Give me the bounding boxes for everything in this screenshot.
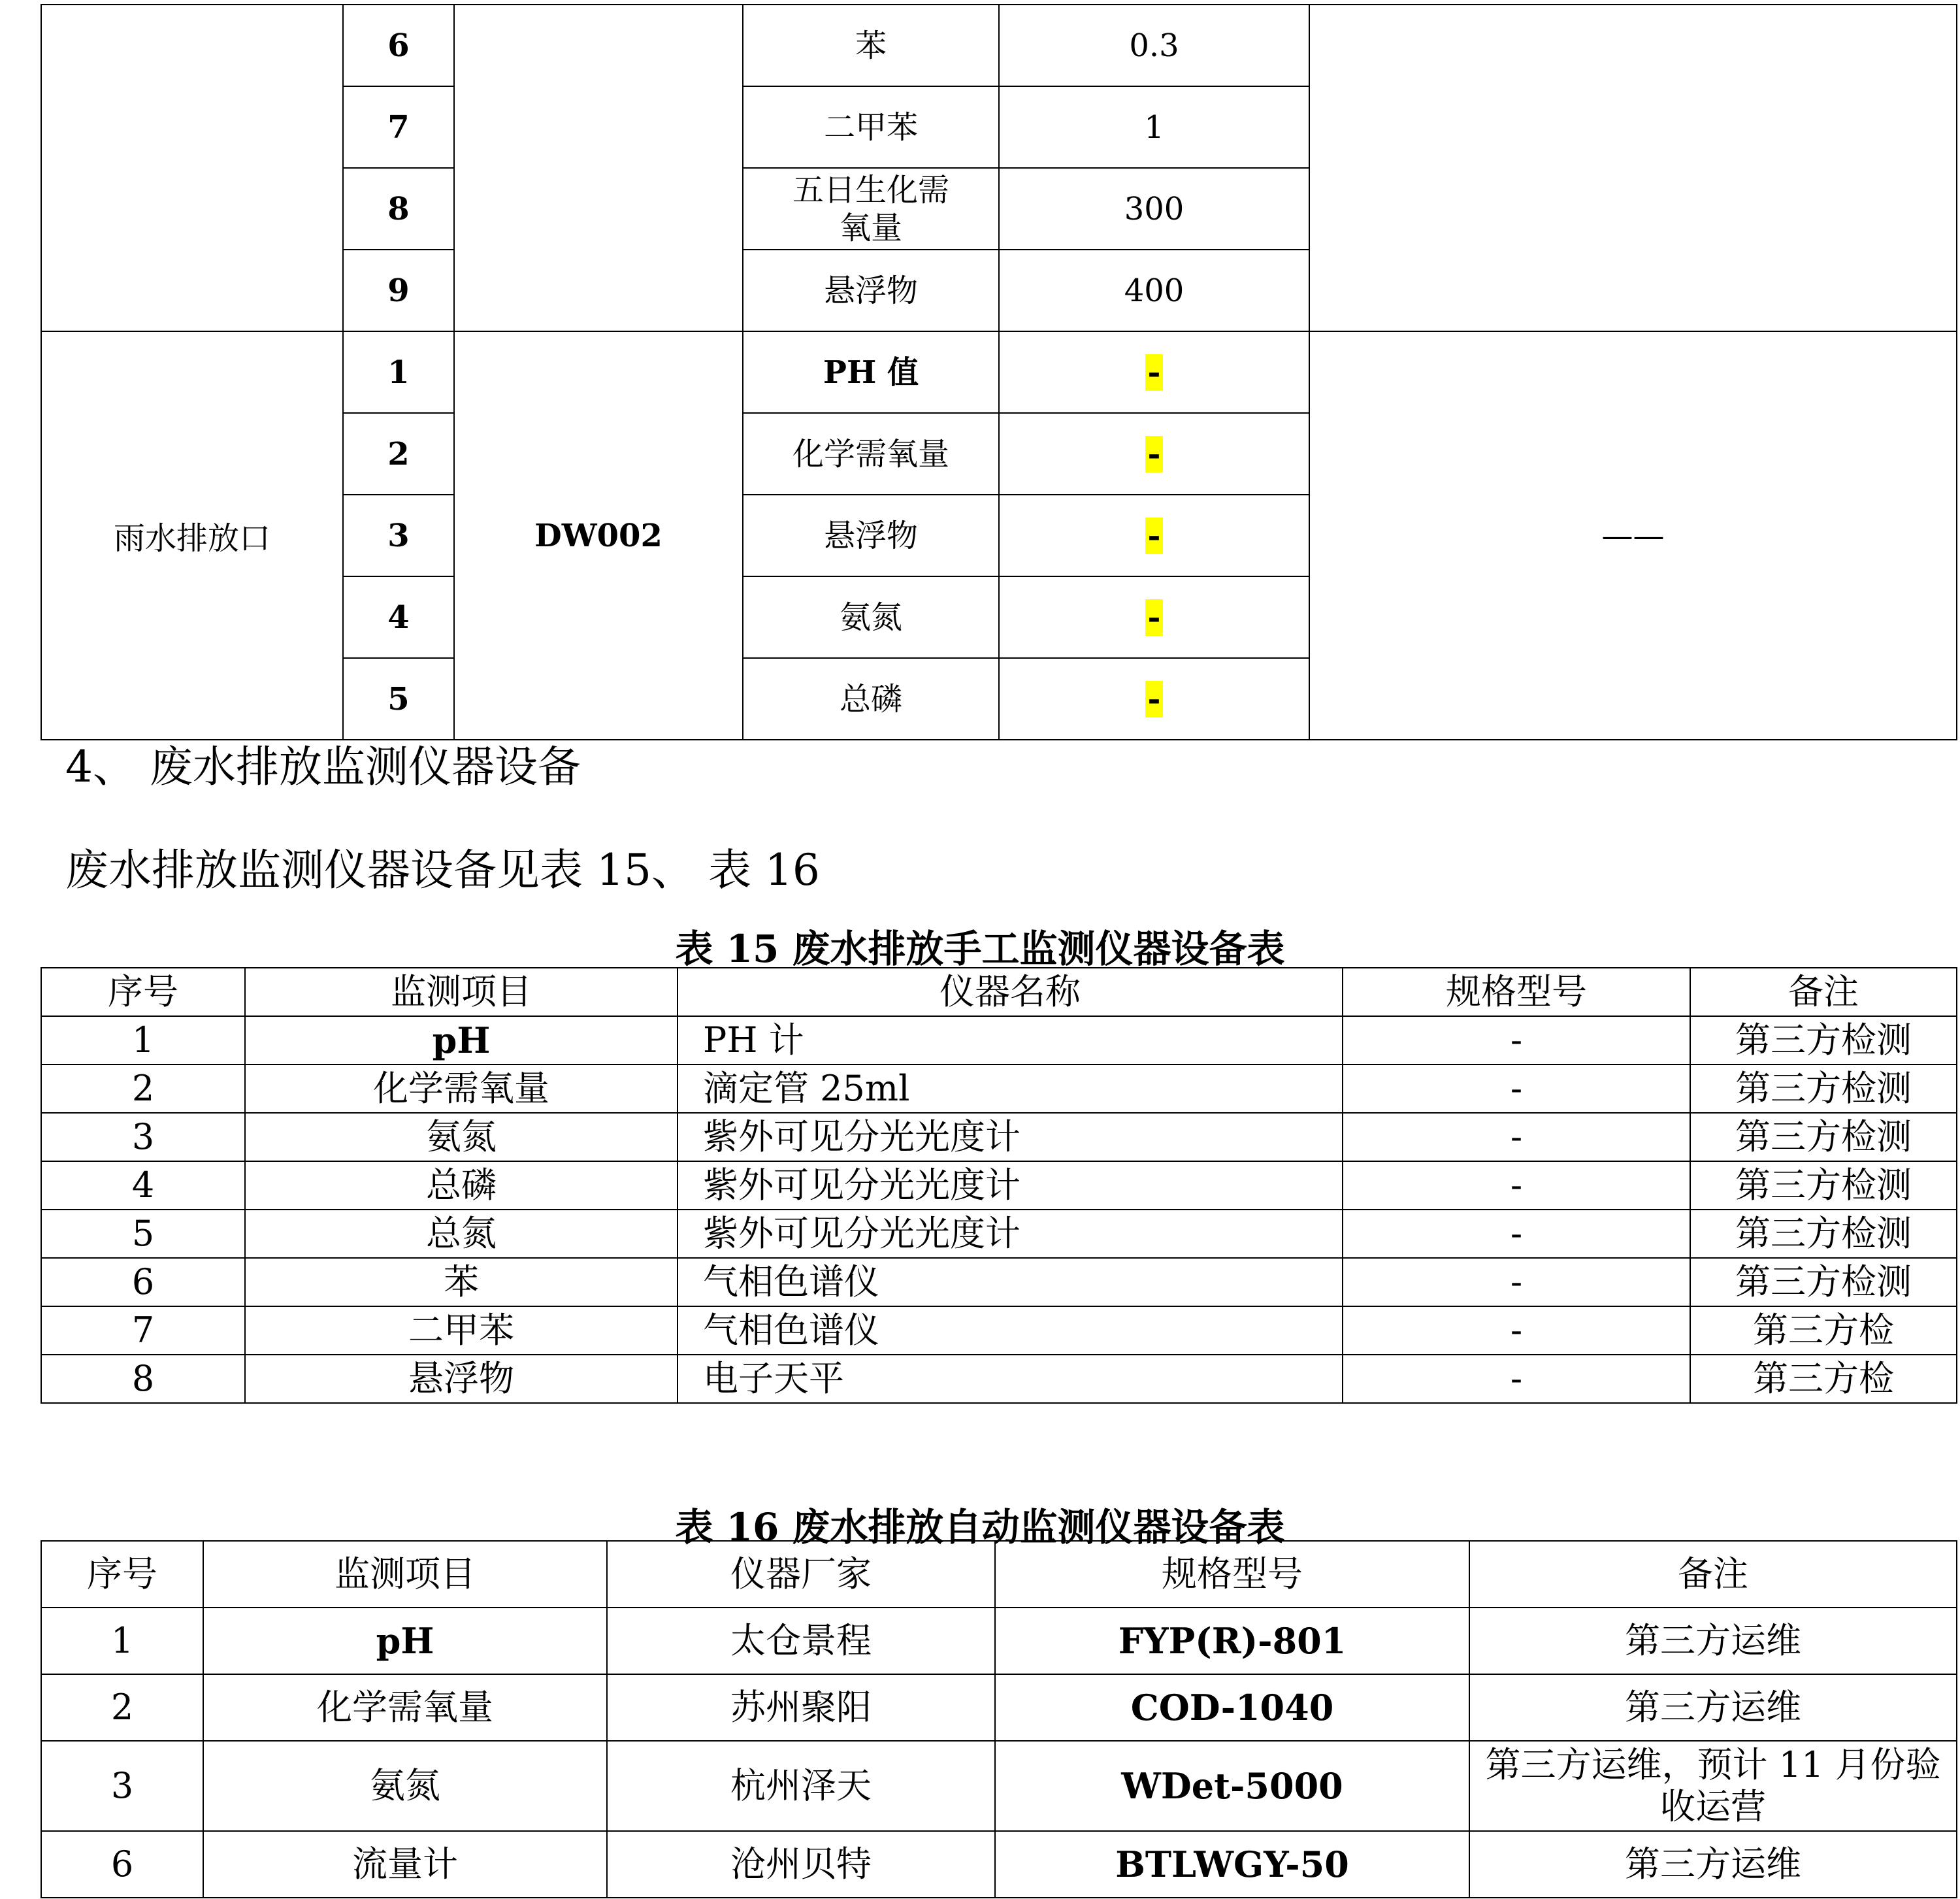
seq-cell: 9 [343,250,454,331]
model-cell: - [1343,1113,1690,1161]
table-row [41,1258,1957,1306]
remark-cell: 第三方检测 [1690,1016,1957,1065]
model-cell: - [1343,1016,1690,1065]
pollutant-cell: 悬浮物 [743,495,999,576]
table-row [41,1306,1957,1355]
table-row [41,331,1957,413]
manufacturer-cell: 沧州贝特 [607,1831,995,1898]
limit-highlight: - [1145,681,1164,718]
column-header: 备注 [1469,1541,1957,1608]
item-cell: 化学需氧量 [245,1065,678,1113]
instrument-cell: 紫外可见分光光度计 [678,1210,1343,1258]
seq-cell: 3 [41,1113,245,1161]
seq-cell: 6 [41,1258,245,1306]
seq-cell: 3 [343,495,454,576]
item-cell: pH [245,1016,678,1065]
model-cell: BTLWGY-50 [995,1831,1469,1898]
outlet-code-cell: DW002 [454,331,743,740]
instrument-cell: 紫外可见分光光度计 [678,1161,1343,1210]
discharge-limits-table [41,4,1957,740]
remark-cell: 第三方检测 [1690,1113,1957,1161]
remark-cell: 第三方检测 [1690,1065,1957,1113]
table-header-row [41,1541,1957,1608]
limit-cell: 0.3 [999,5,1309,86]
column-header: 备注 [1690,968,1957,1016]
seq-cell: 4 [343,576,454,658]
limit-highlight: - [1145,599,1164,636]
seq-cell: 8 [343,168,454,250]
pollutant-cell: 氨氮 [743,576,999,658]
instrument-cell: 紫外可见分光光度计 [678,1113,1343,1161]
table15-caption: 表 15 废水排放手工监测仪器设备表 [675,927,1285,971]
limit-cell [999,331,1309,413]
model-cell: - [1343,1210,1690,1258]
seq-cell: 2 [41,1065,245,1113]
column-header: 监测项目 [245,968,678,1016]
item-cell: 苯 [245,1258,678,1306]
model-cell: - [1343,1258,1690,1306]
seq-cell: 4 [41,1161,245,1210]
model-cell: - [1343,1065,1690,1113]
column-header: 序号 [41,968,245,1016]
seq-cell: 2 [41,1674,203,1741]
remark-cell: 第三方运维 [1469,1608,1957,1674]
item-cell: 氨氮 [203,1741,607,1831]
outlet-cell [41,5,343,331]
seq-cell: 1 [343,331,454,413]
column-header: 监测项目 [203,1541,607,1608]
seq-cell: 2 [343,413,454,495]
table-row [41,1355,1957,1403]
seq-cell: 1 [41,1608,203,1674]
seq-cell: 3 [41,1741,203,1831]
pollutant-cell: 总磷 [743,658,999,740]
seq-cell: 6 [41,1831,203,1898]
column-header: 仪器名称 [678,968,1343,1016]
remark-cell: 第三方运维 [1469,1831,1957,1898]
model-cell: - [1343,1355,1690,1403]
remark-cell: 第三方检 [1690,1355,1957,1403]
seq-cell: 5 [343,658,454,740]
remark-cell: 第三方检测 [1690,1210,1957,1258]
remark-cell: 第三方检测 [1690,1258,1957,1306]
limit-cell: 1 [999,86,1309,168]
table-row [41,1831,1957,1898]
column-header: 规格型号 [1343,968,1690,1016]
seq-cell: 5 [41,1210,245,1258]
manual-monitoring-table [41,967,1957,1404]
pollutant-cell [743,413,999,495]
item-cell: 总氮 [245,1210,678,1258]
table-row [41,1161,1957,1210]
outlet-code-cell [454,5,743,331]
seq-cell: 6 [343,5,454,86]
item-cell: 总磷 [245,1161,678,1210]
instrument-cell: 气相色谱仪 [678,1306,1343,1355]
column-header: 规格型号 [995,1541,1469,1608]
limit-cell: 400 [999,250,1309,331]
table-row [41,1210,1957,1258]
seq-cell: 8 [41,1355,245,1403]
limit-cell [999,576,1309,658]
note-cell: —— [1309,331,1957,740]
limit-cell [999,413,1309,495]
table-row [41,1674,1957,1741]
pollutant-name: 五日生化需氧量 [792,171,949,246]
pollutant-name: 化学需氧量 [792,435,949,472]
limit-highlight: - [1145,436,1164,472]
item-cell: pH [203,1608,607,1674]
table-row [41,1608,1957,1674]
remark-cell: 第三方运维 [1469,1674,1957,1741]
table-row [41,1113,1957,1161]
pollutant-cell: 二甲苯 [743,86,999,168]
table16-caption: 表 16 废水排放自动监测仪器设备表 [675,1505,1285,1549]
model-cell: COD-1040 [995,1674,1469,1741]
model-cell: WDet-5000 [995,1741,1469,1831]
pollutant-cell [743,168,999,250]
pollutant-cell: PH 值 [743,331,999,413]
item-cell: 二甲苯 [245,1306,678,1355]
seq-cell: 7 [41,1306,245,1355]
pollutant-cell: 苯 [743,5,999,86]
instrument-cell: PH 计 [678,1016,1343,1065]
remark-cell: 第三方检测 [1690,1161,1957,1210]
table-header-row [41,968,1957,1016]
instrument-cell: 气相色谱仪 [678,1258,1343,1306]
item-cell: 化学需氧量 [203,1674,607,1741]
model-cell: - [1343,1306,1690,1355]
column-header: 仪器厂家 [607,1541,995,1608]
table-row [41,5,1957,86]
table-row [41,1741,1957,1831]
limit-cell [999,495,1309,576]
manufacturer-cell: 杭州泽天 [607,1741,995,1831]
manufacturer-cell: 太仓景程 [607,1608,995,1674]
limit-cell: 300 [999,168,1309,250]
manufacturer-cell: 苏州聚阳 [607,1674,995,1741]
model-cell: FYP(R)-801 [995,1608,1469,1674]
seq-cell: 1 [41,1016,245,1065]
limit-cell [999,658,1309,740]
limit-highlight: - [1145,518,1164,554]
section-intro: 废水排放监测仪器设备见表 15、 表 16 [65,845,820,895]
item-cell: 流量计 [203,1831,607,1898]
table-row [41,1065,1957,1113]
section-heading: 4、 废水排放监测仪器设备 [65,742,581,792]
column-header: 序号 [41,1541,203,1608]
outlet-cell: 雨水排放口 [41,331,343,740]
pollutant-cell: 悬浮物 [743,250,999,331]
table-row [41,1016,1957,1065]
remark-cell: 第三方运维，预计 11 月份验收运营 [1469,1741,1957,1831]
remark-cell: 第三方检 [1690,1306,1957,1355]
auto-monitoring-table [41,1540,1957,1898]
limit-highlight: - [1145,354,1164,391]
item-cell: 悬浮物 [245,1355,678,1403]
seq-cell: 7 [343,86,454,168]
note-cell [1309,5,1957,331]
instrument-cell: 滴定管 25ml [678,1065,1343,1113]
instrument-cell: 电子天平 [678,1355,1343,1403]
item-cell: 氨氮 [245,1113,678,1161]
model-cell: - [1343,1161,1690,1210]
